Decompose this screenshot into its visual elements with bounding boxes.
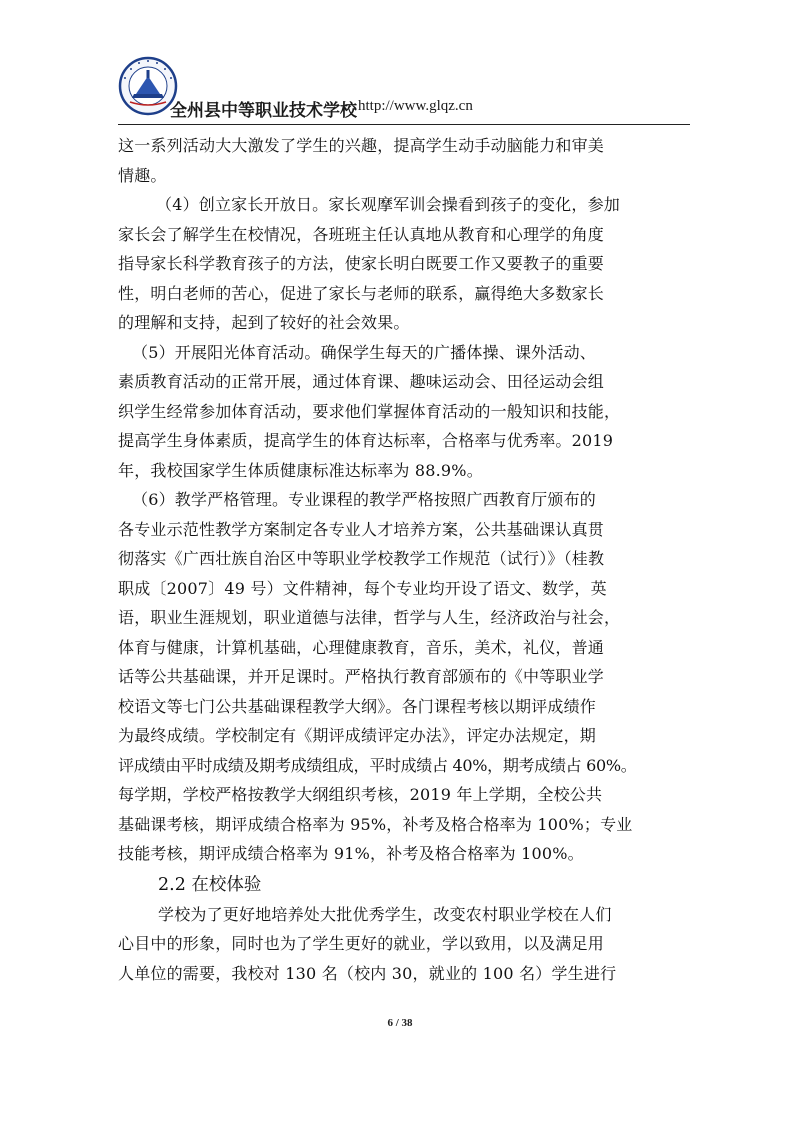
body-line: 各专业示范性教学方案制定各专业人才培养方案，公共基础课认真贯 (118, 519, 605, 539)
school-name: 全州县中等职业技术学校 (170, 101, 357, 121)
body-line: 素质教育活动的正常开展，通过体育课、趣味运动会、田径运动会组 (118, 372, 605, 391)
section-heading: 2.2 在校体验 (158, 874, 262, 895)
body-line: 职成〔2007〕49 号）文件精神，每个专业均开设了语文、数学，英 (118, 578, 607, 598)
body-line: （4）创立家长开放日。家长观摩军训会操看到孩子的变化，参加 (156, 195, 620, 214)
body-line: 评成绩由平时成绩及期考成绩组成，平时成绩占 40%，期考成绩占 60%。 (118, 755, 637, 775)
body-line: 性，明白老师的苦心，促进了家长与老师的联系，赢得绝大多数家长 (118, 283, 605, 303)
page-number: 6 / 38 (387, 1017, 413, 1029)
document-body (118, 131, 692, 988)
body-line: 情趣。 (118, 165, 167, 185)
body-line: 心目中的形象，同时也为了学生更好的就业，学以致用，以及满足用 (118, 934, 605, 953)
body-line: 的理解和支持，起到了较好的社会效果。 (118, 313, 410, 332)
school-url[interactable]: http://www.glqz.cn (358, 98, 473, 114)
body-line: 彻落实《广西壮族自治区中等职业学校教学工作规范（试行）》（桂教 (118, 549, 605, 568)
body-line: 指导家长科学教育孩子的方法，使家长明白既要工作又要教子的重要 (118, 254, 605, 273)
body-line: 语，职业生涯规划，职业道德与法律，哲学与人生，经济政治与社会， (118, 608, 621, 627)
body-line: 每学期，学校严格按教学大纲组织考核，2019 年上学期，全校公共 (118, 785, 603, 804)
header-divider (118, 124, 690, 125)
body-line: 人单位的需要，我校对 130 名（校内 30，就业的 100 名）学生进行 (118, 963, 617, 983)
body-line: 体育与健康，计算机基础，心理健康教育，音乐，美术，礼仪，普通 (118, 637, 605, 657)
body-line: 学校为了更好地培养处大批优秀学生，改变农村职业学校在人们 (158, 904, 612, 924)
page-header (118, 52, 690, 126)
body-line: 校语文等七门公共基础课程教学大纲》。各门课程考核以期评成绩作 (118, 696, 597, 716)
body-line: 提高学生身体素质，提高学生的体育达标率，合格率与优秀率。2019 (118, 431, 614, 450)
body-line: 基础课考核，期评成绩合格率为 95%，补考及格合格率为 100%；专业 (118, 814, 633, 834)
body-line: 话等公共基础课，并开足课时。严格执行教育部颁布的《中等职业学 (118, 667, 605, 686)
body-line: （5）开展阳光体育活动。确保学生每天的广播体操、课外活动、 (132, 342, 596, 362)
body-line: 为最终成绩。学校制定有《期评成绩评定办法》，评定办法规定，期 (118, 726, 597, 745)
school-logo-icon (118, 56, 178, 116)
body-line: 织学生经常参加体育活动，要求他们掌握体育活动的一般知识和技能， (118, 401, 621, 421)
body-line: 技能考核，期评成绩合格率为 91%，补考及格合格率为 100%。 (118, 844, 584, 863)
body-line: （6）教学严格管理。专业课程的教学严格按照广西教育厅颁布的 (132, 490, 596, 509)
body-line: 这一系列活动大大激发了学生的兴趣，提高学生动手动脑能力和审美 (118, 136, 605, 155)
body-line: 年，我校国家学生体质健康标准达标率为 88.9%。 (118, 460, 483, 480)
body-line: 家长会了解学生在校情况，各班班主任认真地从教育和心理学的角度 (118, 224, 605, 244)
